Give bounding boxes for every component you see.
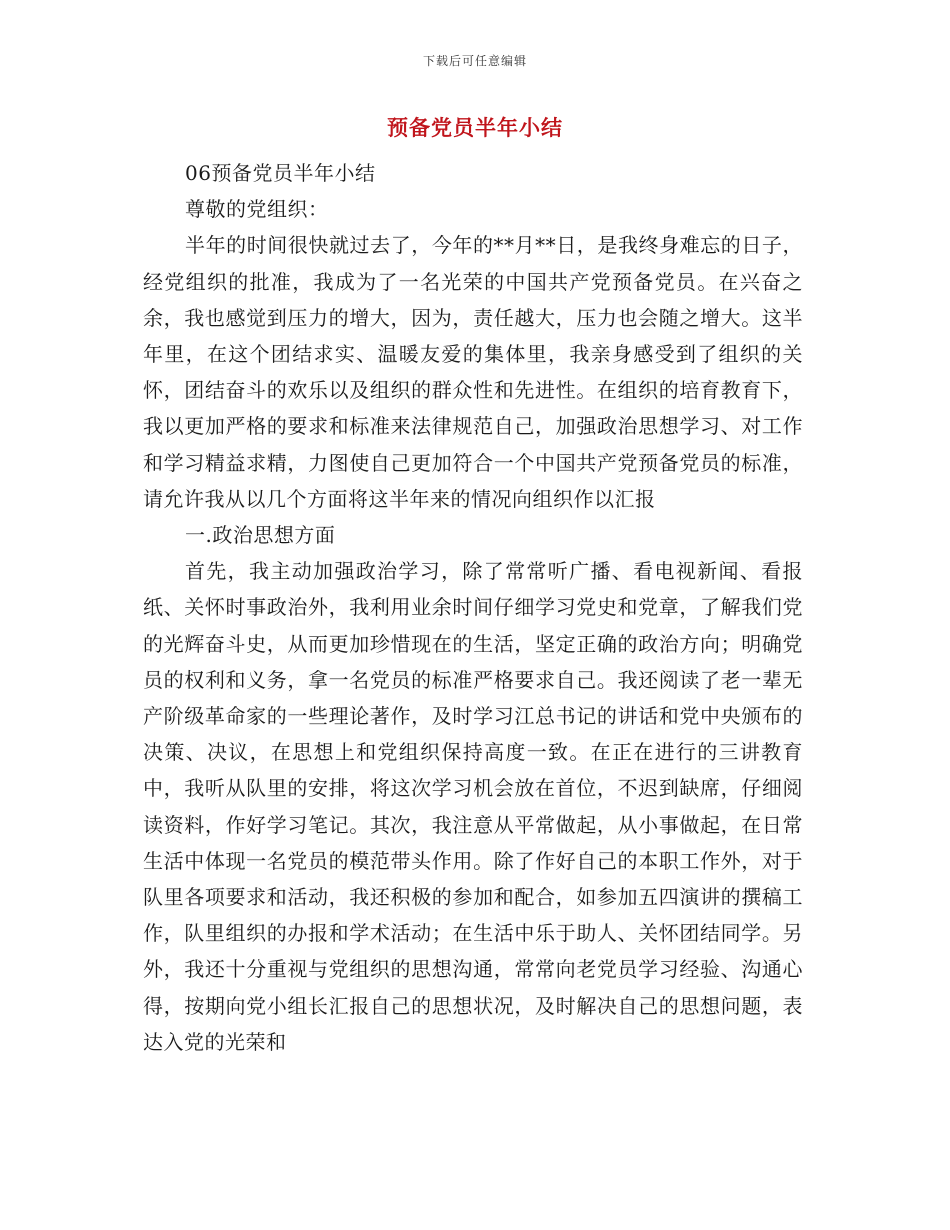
document-title: 预备党员半年小结 bbox=[387, 116, 563, 140]
doc-subtitle: 06预备党员半年小结 bbox=[185, 161, 376, 185]
header-note: 下载后可任意编辑 bbox=[422, 54, 527, 68]
document-body bbox=[143, 155, 803, 1060]
section-heading-political: 一.政治思想方面 bbox=[185, 523, 336, 548]
salutation: 尊敬的党组织： bbox=[185, 197, 329, 222]
paragraph-political: 首先，我主动加强政治学习，除了常常听广播、看电视新闻、看报纸、关怀时事政治外，我利用业余时间仔细学习党史和党章，了解我们党的光辉奋斗史，从而更加珍惜现在的生活，坚定正确的政治方向；明确党员的权利和义务，拿一名党员的标准严格要求自己。我还阅读了老一辈无产阶级革命家的一些理论著作，及时学习江总书记的讲话和党中央颁布的决策、决议，在思想上和党组织保持高度一致。在正在进行的三讲教育中，我听从队里的安排，将这次学习机会放在首位，不迟到缺席，仔细阅读资料，作好学习笔记。其次，我注意从平常做起，从小事做起，在日常生活中体现一名党员的模范带头作用。除了作好自己的本职工作外，对于队里各项要求和活动，我还积极的参加和配合，如参加五四演讲的撰稿工作，队里组织的办报和学术活动；在生活中乐于助人、关怀团结同学。另外，我还十分重视与党组织的思想沟通，常常向老党员学习经验、沟通心得，按期向党小组长汇报自己的思想状况，及时解决自己的思想问题，表达入党的光荣和 bbox=[143, 559, 803, 1054]
paragraph-intro: 半年的时间很快就过去了，今年的**月**日，是我终身难忘的日子，经党组织的批准，我成为了一名光荣的中国共产党预备党员。在兴奋之余，我也感觉到压力的增大，因为，责任越大，压力也会随之增大。这半年里，在这个团结求实、温暖友爱的集体里，我亲身感受到了组织的关怀，团结奋斗的欢乐以及组织的群众性和先进性。在组织的培育教育下，我以更加严格的要求和标准来法律规范自己，加强政治思想学习、对工作和学习精益求精，力图使自己更加符合一个中国共产党预备党员的标准，请允许我从以几个方面将这半年来的情况向组织作以汇报 bbox=[143, 233, 803, 511]
